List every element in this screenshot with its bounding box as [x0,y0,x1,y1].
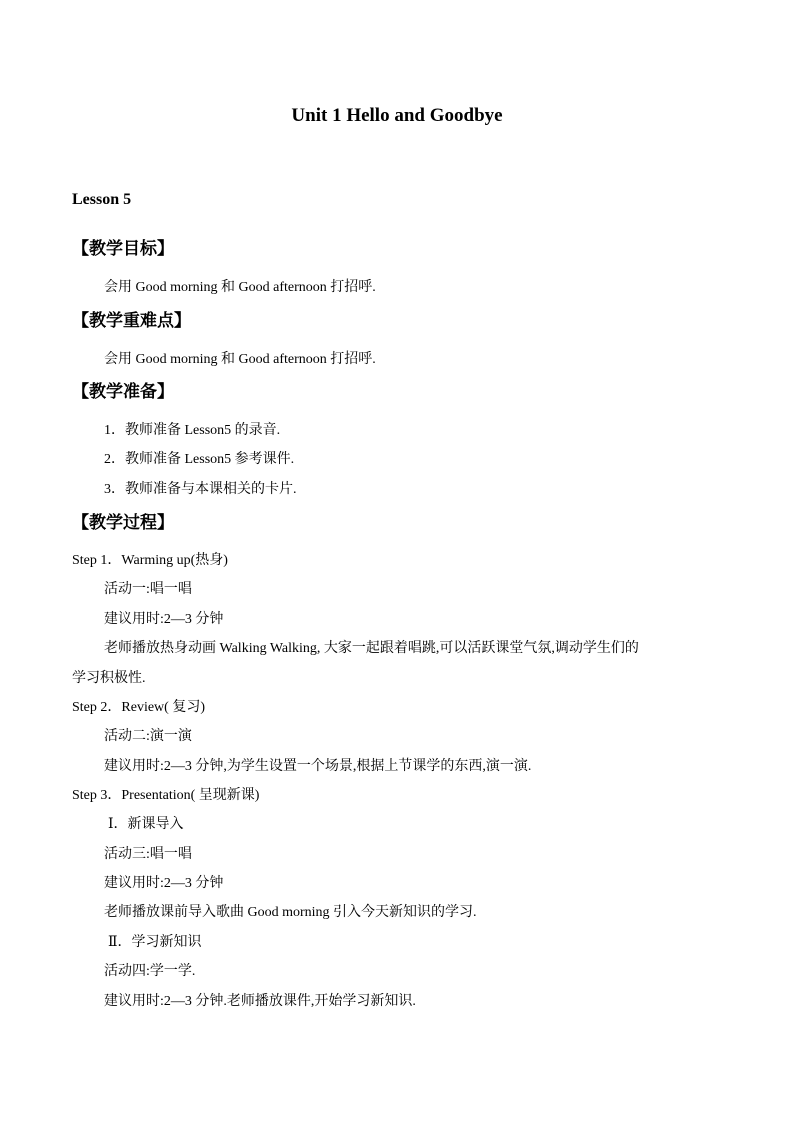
step-3-time-4: 建议用时:2—3 分钟.老师播放课件,开始学习新知识. [104,994,416,1009]
section-heading-key-points: 【教学重难点】 [72,311,191,330]
step-1-activity: 活动一:唱一唱 [104,582,192,597]
prep-item: 2．教师准备 Lesson5 参考课件. [104,452,295,467]
section-heading-process: 【教学过程】 [72,513,174,532]
step-2-heading: Step 2．Review( 复习) [72,700,205,715]
step-3-activity-4: 活动四:学一学. [104,964,196,979]
goals-text: 会用 Good morning 和 Good afternoon 打招呼. [104,280,376,295]
prep-item: 1．教师准备 Lesson5 的录音. [104,423,281,438]
prep-item: 3．教师准备与本课相关的卡片. [104,482,297,497]
key-points-text: 会用 Good morning 和 Good afternoon 打招呼. [104,352,376,367]
lesson-label: Lesson 5 [72,191,132,208]
part-2-heading: Ⅱ．学习新知识 [108,935,202,950]
step-1-time: 建议用时:2—3 分钟 [104,612,224,627]
step-1-description: 老师播放热身动画 Walking Walking, 大家一起跟着唱跳,可以活跃课堂气氛,调动学生们的 [104,641,639,656]
section-heading-goals: 【教学目标】 [72,239,174,258]
step-3-activity-3: 活动三:唱一唱 [104,847,192,862]
step-1-description-cont: 学习积极性. [72,671,146,686]
step-2-activity: 活动二:演一演 [104,729,192,744]
step-3-time-3: 建议用时:2—3 分钟 [104,876,224,891]
step-3-description-3: 老师播放课前导入歌曲 Good morning 引入今天新知识的学习. [104,905,477,920]
step-3-heading: Step 3．Presentation( 呈现新课) [72,788,260,803]
part-1-heading: Ⅰ．新课导入 [108,817,184,832]
step-1-heading: Step 1．Warming up(热身) [72,553,228,568]
step-2-time: 建议用时:2—3 分钟,为学生设置一个场景,根据上节课学的东西,演一演. [104,759,532,774]
section-heading-prep: 【教学准备】 [72,382,174,401]
document-title: Unit 1 Hello and Goodbye [291,105,503,126]
